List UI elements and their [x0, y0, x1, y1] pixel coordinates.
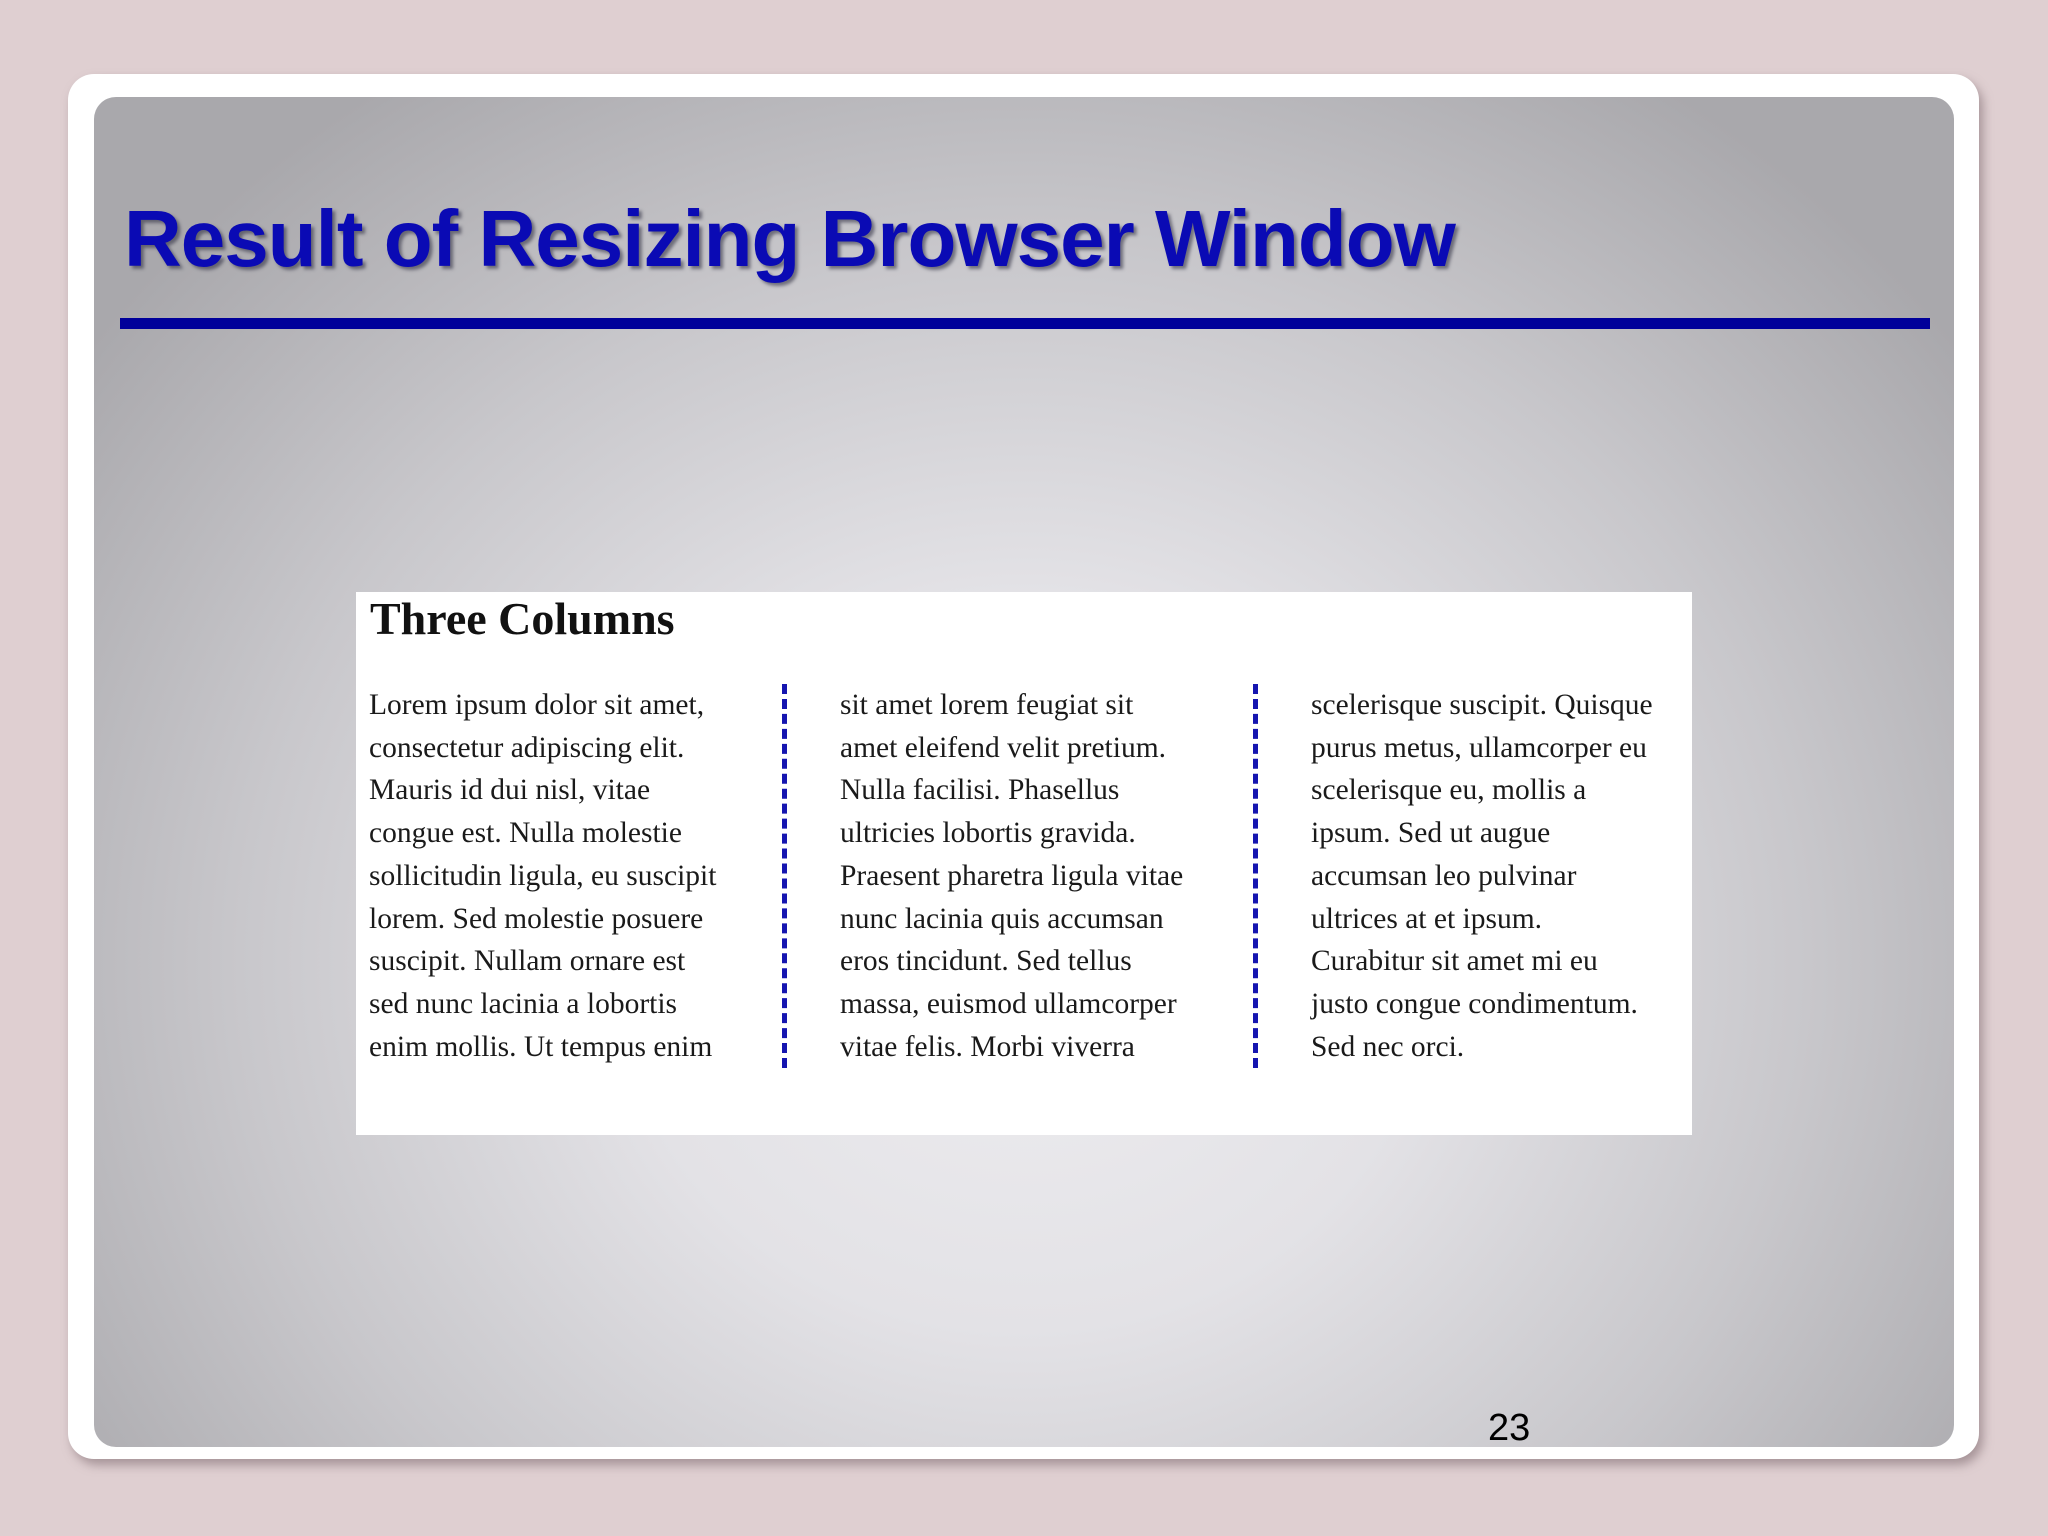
column-3-line: scelerisque eu, mollis a	[1311, 774, 1587, 807]
three-columns-heading: Three Columns	[370, 593, 675, 644]
column-3-line: justo congue condimentum.	[1311, 987, 1638, 1020]
column-2-line: ultricies lobortis gravida.	[840, 817, 1136, 850]
slide-page-number: 23	[1488, 1407, 1531, 1447]
column-divider-2	[1253, 684, 1258, 1068]
column-1-line: sollicitudin ligula, eu suscipit	[369, 859, 717, 892]
column-divider-1	[782, 684, 787, 1068]
column-2-line: vitae felis. Morbi viverra	[840, 1030, 1135, 1063]
column-1-line: Lorem ipsum dolor sit amet,	[369, 689, 705, 721]
title-underline	[120, 318, 1930, 329]
column-2-line: Nulla facilisi. Phasellus	[840, 774, 1120, 807]
slide-title: Result of Resizing Browser Window	[124, 194, 1455, 283]
column-3	[1311, 684, 1691, 1068]
column-2-line: eros tincidunt. Sed tellus	[840, 945, 1132, 978]
column-3-line: ultrices at et ipsum.	[1311, 902, 1543, 935]
column-1-line: enim mollis. Ut tempus enim	[369, 1030, 713, 1063]
column-3-line: ipsum. Sed ut augue	[1311, 817, 1551, 850]
column-2-line: amet eleifend velit pretium.	[840, 731, 1167, 764]
column-1-line: congue est. Nulla molestie	[369, 817, 682, 850]
slide	[94, 97, 1954, 1447]
column-2-line: nunc lacinia quis accumsan	[840, 902, 1164, 935]
column-3-line: accumsan leo pulvinar	[1311, 859, 1577, 892]
browser-screenshot	[356, 592, 1692, 1135]
column-2	[840, 684, 1220, 1068]
column-1-line: consectetur adipiscing elit.	[369, 731, 685, 764]
column-1-line: suscipit. Nullam ornare est	[369, 945, 686, 978]
column-1-line: lorem. Sed molestie posuere	[369, 902, 704, 935]
column-3-line: scelerisque suscipit. Quisque	[1311, 689, 1653, 721]
column-2-line: sit amet lorem feugiat sit	[840, 689, 1134, 721]
column-3-line: Sed nec orci.	[1311, 1030, 1465, 1063]
column-3-line: purus metus, ullamcorper eu	[1311, 731, 1647, 764]
column-1	[369, 684, 749, 1068]
column-2-line: massa, euismod ullamcorper	[840, 987, 1177, 1020]
column-1-line: Mauris id dui nisl, vitae	[369, 774, 651, 807]
column-2-line: Praesent pharetra ligula vitae	[840, 859, 1184, 892]
column-1-line: sed nunc lacinia a lobortis	[369, 987, 678, 1020]
column-3-line: Curabitur sit amet mi eu	[1311, 945, 1598, 978]
